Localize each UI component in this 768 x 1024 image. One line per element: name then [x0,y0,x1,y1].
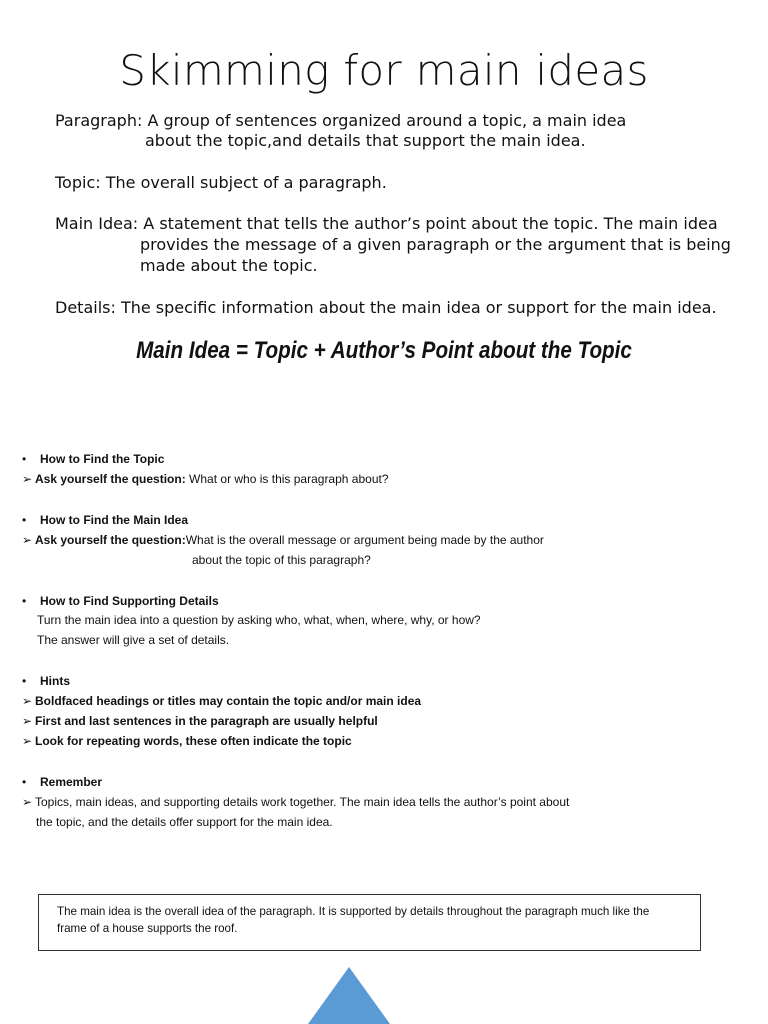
arrow-bullet-icon: ➢ [22,714,33,728]
definition-details [55,298,717,319]
page-title: Skimming for main ideas [119,46,649,95]
definition-main-idea-line2: provides the message of a given paragraph or the argument that is being [140,235,731,254]
definition-paragraph-line2: about the topic,and details that support the main idea. [145,131,586,150]
bullet-icon: • [22,775,27,789]
main-idea-note-box [38,894,701,951]
guide-remember-line1: ➢ Topics, main ideas, and supporting details work together. The main idea tells the author’s point about [22,792,569,812]
definition-main-idea [55,214,718,235]
definition-paragraph [55,111,626,132]
term-paragraph: Paragraph: [55,111,143,130]
guide-topic-heading: • How to Find the Topic [22,449,164,469]
bullet-icon: • [22,452,27,466]
main-idea-formula: Main Idea = Topic + Author’s Point about the Topic [136,337,632,364]
guide-hints-heading: • Hints [22,671,70,691]
term-details: Details: [55,298,116,317]
definition-details-text: The specific information about the main idea or support for the main idea. [120,298,717,317]
definition-topic [55,173,387,194]
guide-hint-3: ➢ Look for repeating words, these often indicate the topic [22,731,352,751]
triangle-icon [308,967,390,1024]
guide-main-heading: • How to Find the Main Idea [22,510,188,530]
main-idea-note-text: The main idea is the overall idea of the paragraph. It is supported by details throughout the paragraph much like the frame of a house supports the roof. [57,905,650,935]
term-topic: Topic: [55,173,101,192]
arrow-bullet-icon: ➢ [22,533,33,547]
bullet-icon: • [22,513,27,527]
arrow-bullet-icon: ➢ [22,734,33,748]
roof-triangle-shape [308,967,390,1024]
definition-main-idea-line1: A statement that tells the author’s point about the topic. The main idea [143,214,718,233]
guide-remember-heading: • Remember [22,772,102,792]
bullet-icon: • [22,674,27,688]
guide-hint-2: ➢ First and last sentences in the paragraph are usually helpful [22,711,378,731]
guide-details-line1: Turn the main idea into a question by asking who, what, when, where, why, or how? [37,613,481,627]
arrow-bullet-icon: ➢ [22,472,33,486]
bullet-icon: • [22,594,27,608]
term-main-idea: Main Idea: [55,214,139,233]
definition-paragraph-line1: A group of sentences organized around a topic, a main idea [147,111,627,130]
arrow-bullet-icon: ➢ [22,694,33,708]
guide-main-step-line2: about the topic of this paragraph? [192,553,371,567]
guide-remember-line2: the topic, and the details offer support for the main idea. [36,815,333,829]
arrow-bullet-icon: ➢ [22,795,33,809]
definition-topic-text: The overall subject of a paragraph. [105,173,387,192]
guide-details-heading: • How to Find Supporting Details [22,591,219,611]
guide-main-step: ➢ Ask yourself the question:What is the overall message or argument being made by the author [22,530,544,550]
guide-hint-1: ➢ Boldfaced headings or titles may contain the topic and/or main idea [22,691,421,711]
guide-topic-step: ➢ Ask yourself the question: What or who is this paragraph about? [22,469,389,489]
definition-main-idea-line3: made about the topic. [140,256,318,275]
guide-details-line2: The answer will give a set of details. [37,633,230,647]
